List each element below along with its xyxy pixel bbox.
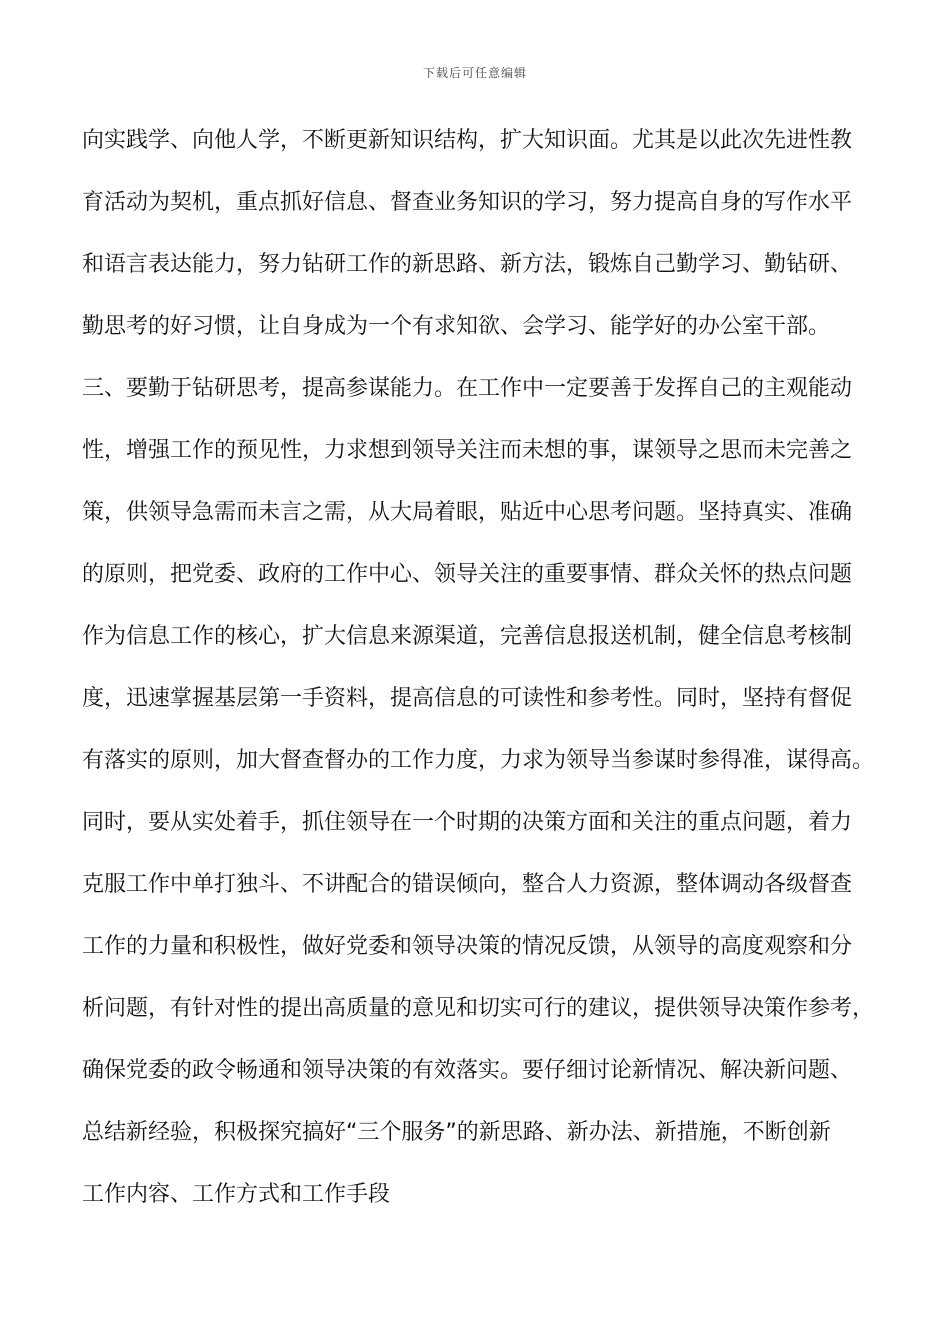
document-body	[82, 110, 882, 1226]
text-line: 勤思考的好习惯，让自身成为一个有求知欲、会学习、能学好的办公室干部。	[82, 314, 831, 339]
text-line: 向实践学、向他人学，不断更新知识结构，扩大知识面。尤其是以此次先进性教	[82, 128, 853, 153]
text-line: 性，增强工作的预见性，力求想到领导关注而未想的事，谋领导之思而未完善之	[82, 438, 853, 463]
text-line: 的原则，把党委、政府的工作中心、领导关注的重要事情、群众关怀的热点问题	[82, 562, 853, 587]
text-line: 工作的力量和积极性，做好党委和领导决策的情况反馈，从领导的高度观察和分	[82, 934, 853, 959]
text-line: 克服工作中单打独斗、不讲配合的错误倾向，整合人力资源，整体调动各级督查	[82, 872, 853, 897]
text-line: 工作内容、工作方式和工作手段	[82, 1182, 391, 1207]
text-line: 同时，要从实处着手，抓住领导在一个时期的决策方面和关注的重点问题，着力	[82, 810, 853, 835]
text-line: 作为信息工作的核心，扩大信息来源渠道，完善信息报送机制，健全信息考核制	[82, 624, 853, 649]
text-line: 三、要勤于钻研思考，提高参谋能力。在工作中一定要善于发挥自己的主观能动	[82, 376, 853, 401]
text-line: 总结新经验，积极探究搞好“三个服务”的新思路、新办法、新措施，不断创新	[82, 1120, 831, 1145]
text-line: 策，供领导急需而未言之需，从大局着眼，贴近中心思考问题。坚持真实、准确	[82, 500, 853, 525]
text-line: 和语言表达能力，努力钻研工作的新思路、新方法，锻炼自己勤学习、勤钻研、	[82, 252, 853, 277]
text-line: 有落实的原则，加大督查督办的工作力度，力求为领导当参谋时参得准，谋得高。	[82, 748, 875, 773]
text-line: 度，迅速掌握基层第一手资料，提高信息的可读性和参考性。同时，坚持有督促	[82, 686, 853, 711]
text-line: 析问题，有针对性的提出高质量的意见和切实可行的建议，提供领导决策作参考，	[82, 996, 875, 1021]
page-header-note: 下载后可任意编辑	[422, 66, 527, 80]
text-line: 确保党委的政令畅通和领导决策的有效落实。要仔细讨论新情况、解决新问题、	[82, 1058, 853, 1083]
text-line: 育活动为契机，重点抓好信息、督查业务知识的学习，努力提高自身的写作水平	[82, 190, 853, 215]
